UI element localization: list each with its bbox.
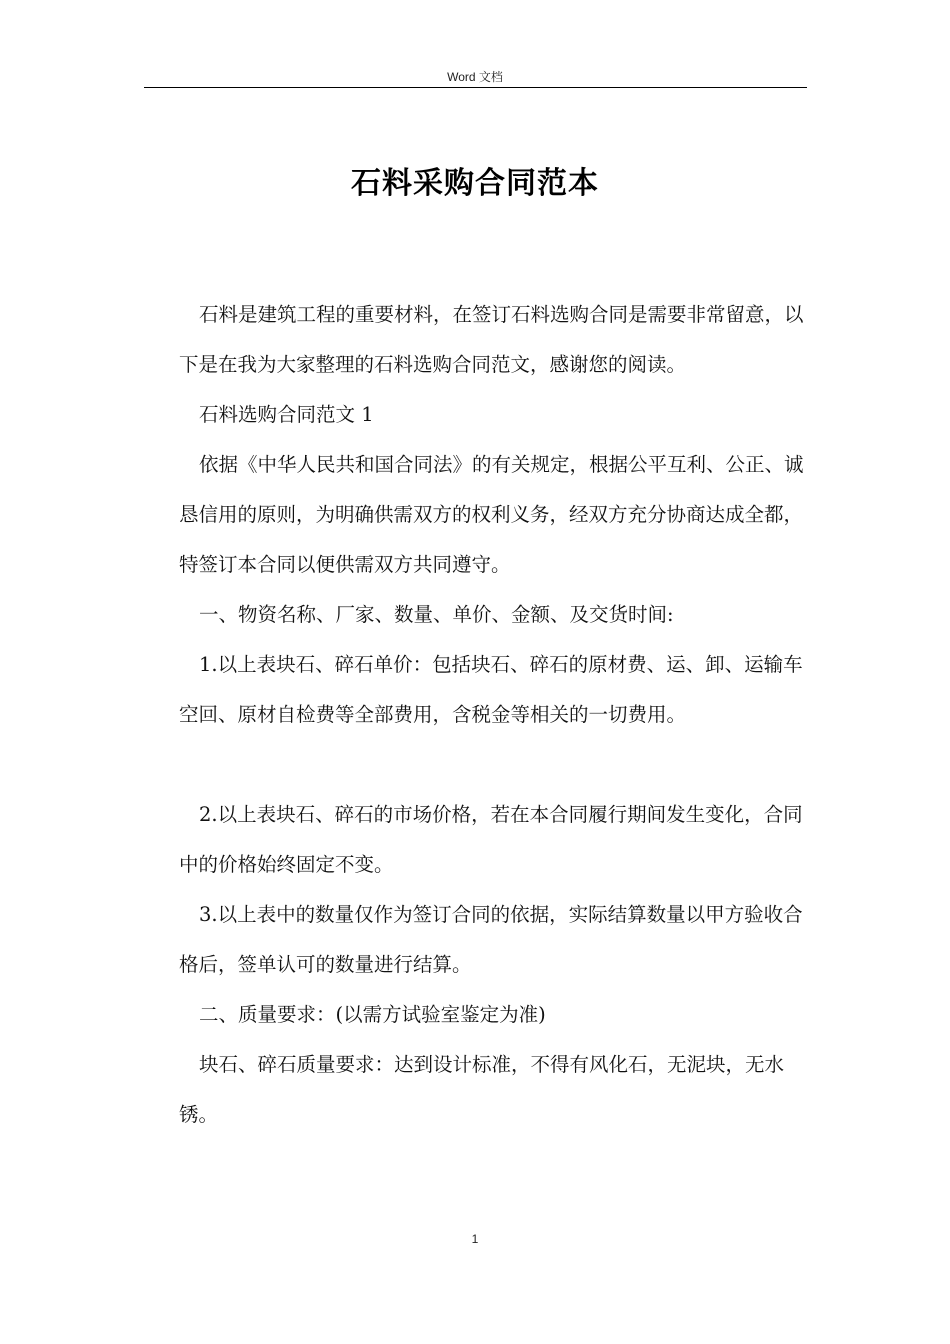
document-title: 石料采购合同范本: [351, 166, 599, 201]
clause-item-3: 3.以上表中的数量仅作为签订合同的依据，实际结算数量以甲方验收合格后，签单认可的数量进行结算。: [179, 903, 803, 976]
clause-one-heading: 一、物资名称、厂家、数量、单价、金额、及交货时间:: [199, 603, 674, 626]
intro-paragraph: 石料是建筑工程的重要材料，在签订石料选购合同是需要非常留意，以下是在我为大家整理的石料选购合同范文，感谢您的阅读。: [179, 303, 804, 376]
page-number: 1: [471, 1232, 479, 1246]
clause-item-2: 2.以上表块石、碎石的市场价格，若在本合同履行期间发生变化，合同中的价格始终固定不变。: [179, 803, 803, 876]
quality-requirement-paragraph: 块石、碎石质量要求：达到设计标准，不得有风化石，无泥块，无水锈。: [179, 1053, 785, 1126]
clause-item-1: 1.以上表块石、碎石单价：包括块石、碎石的原材费、运、卸、运输车空回、原材自检费等全部费用，含税金等相关的一切费用。: [179, 653, 803, 726]
header-divider: [144, 87, 807, 88]
section-heading-sample-1: 石料选购合同范文 1: [199, 403, 374, 426]
legal-basis-paragraph: 依据《中华人民共和国合同法》的有关规定，根据公平互利、公正、诚恳信用的原则，为明确供需双方的权利义务，经双方充分协商达成全都，特签订本合同以便供需双方共同遵守。: [179, 453, 804, 576]
page-header: Word 文档: [447, 70, 503, 84]
document-body: [179, 290, 819, 1140]
clause-two-heading: 二、质量要求：(以需方试验室鉴定为准): [199, 1003, 546, 1026]
